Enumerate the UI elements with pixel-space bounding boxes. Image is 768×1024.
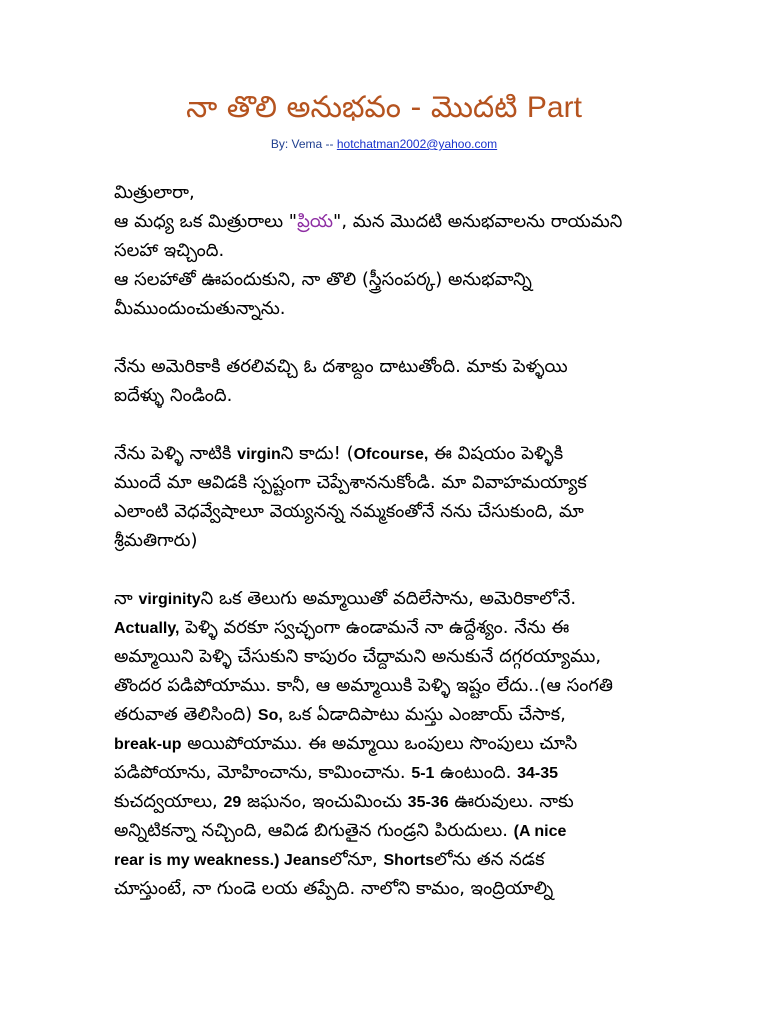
- byline: [0, 136, 768, 152]
- text-line: సలహా ఇచ్చింది.: [114, 240, 225, 261]
- text-line: మిత్రులారా,: [114, 182, 195, 203]
- text-span: తరువాత తెలిసింది): [114, 704, 258, 725]
- text-span: ఊరువులు. నాకు: [448, 791, 574, 812]
- text-span: ఒక ఏడాదిపాటు మస్తు ఎంజాయ్ చేసాక,: [282, 704, 566, 725]
- text-line: [114, 584, 674, 613]
- document-body: [114, 178, 674, 903]
- text-line: శ్రీమతిగారు): [114, 530, 198, 551]
- text-line: ముందే మా ఆవిడకి స్పష్టంగా చెప్పేశాననుకోండి. మా వివాహమయ్యాక: [114, 472, 587, 493]
- english-word: virginity: [138, 591, 201, 608]
- text-span: ఉంటుంది.: [434, 762, 518, 783]
- english-word: So,: [257, 707, 283, 724]
- english-number: 29: [223, 794, 242, 811]
- text-line: ఎలాంటి వెధవ్వేషాలూ వెయ్యనన్న నమ్మకంతోనే నను చేసుకుంది, మా: [114, 501, 584, 522]
- english-number: 34-35: [517, 765, 558, 782]
- text-line: [114, 613, 674, 642]
- page-title: [0, 86, 768, 130]
- text-line: [114, 845, 674, 874]
- english-word: break-up: [114, 736, 182, 753]
- text-line: అమ్మాయిని పెళ్ళి చేసుకుని కాపురం చేద్దామని అనుకునే దగ్గరయ్యాము,: [114, 646, 602, 667]
- english-word: Shorts: [383, 852, 435, 869]
- english-number: 35-36: [407, 794, 449, 811]
- english-phrase: rear is my weakness.) Jeans: [114, 852, 330, 869]
- text-span: లోను తన నడక: [434, 849, 545, 870]
- text-line: [114, 207, 674, 236]
- english-number: 5-1: [411, 765, 435, 782]
- text-line: [114, 758, 674, 787]
- text-span: ని కాదు! (: [280, 443, 354, 464]
- english-phrase: (A nice: [513, 823, 567, 840]
- text-line: మీముందుంచుతున్నాను.: [114, 298, 286, 319]
- text-span: జఘనం, ఇంచుమించు: [241, 791, 408, 812]
- author-email-link[interactable]: hotchatman2002@yahoo.com: [336, 137, 498, 151]
- text-line: [114, 439, 674, 468]
- paragraph-gap: [114, 323, 674, 352]
- text-line: [114, 787, 674, 816]
- text-span: ని ఒక తెలుగు అమ్మాయితో వదిలేసాను, అమెరికాలోనే.: [200, 588, 577, 609]
- paragraph-gap: [114, 555, 674, 584]
- text-line: నేను అమెరికాకి తరలివచ్చి ఓ దశాబ్దం దాటుతోంది. మాకు పెళ్ళయి: [114, 356, 568, 377]
- text-line: ఆ సలహాతో ఊపందుకుని, నా తొలి (స్త్రీసంపర్క) అనుభవాన్ని: [114, 269, 532, 290]
- text-span: ", మన మొదటి అనుభవాలను రాయమని: [333, 211, 623, 232]
- text-span: అన్నిటికన్నా నచ్చింది, ఆవిడ బిగుతైన గుండ్రని పిరుదులు.: [114, 820, 514, 841]
- text-line: [114, 816, 674, 845]
- text-span: నా: [114, 588, 139, 609]
- english-word: virgin: [237, 446, 281, 463]
- text-line: ఐదేళ్ళు నిండింది.: [114, 385, 233, 406]
- title-telugu: నా తొలి అనుభవం - మొదటి: [186, 90, 527, 125]
- text-line: చూస్తుంటే, నా గుండె లయ తప్పేది. నాలోని కామం, ఇంద్రియాల్ని: [114, 878, 554, 899]
- text-span: లోనూ,: [329, 849, 384, 870]
- english-word: Actually,: [114, 620, 180, 637]
- text-span: నేను పెళ్ళి నాటికి: [114, 443, 238, 464]
- title-part: Part: [526, 91, 582, 124]
- text-span: కుచద్వయాలు,: [114, 791, 224, 812]
- byline-prefix: By: Vema --: [270, 137, 337, 151]
- text-line: [114, 700, 674, 729]
- text-span: ఈ విషయం పెళ్ళికి: [428, 443, 564, 464]
- text-span: పెళ్ళి వరకూ స్వచ్ఛంగా ఉండామనే నా ఉద్దేశ్యం. నేను ఈ: [179, 617, 570, 638]
- text-line: తొందర పడిపోయాము. కానీ, ఆ అమ్మాయికి పెళ్ళి ఇష్టం లేదు..(ఆ సంగతి: [114, 675, 613, 696]
- english-word: Ofcourse,: [353, 446, 429, 463]
- text-line: [114, 729, 674, 758]
- text-span: పడిపోయాను, మోహించాను, కామించాను.: [114, 762, 412, 783]
- text-span: ఆ మధ్య ఒక మిత్రురాలు ": [114, 211, 298, 232]
- text-span: అయిపోయాము. ఈ అమ్మాయి ఒంపులు సొంపులు చూసి: [181, 733, 578, 754]
- highlighted-name: ప్రియ: [297, 211, 334, 232]
- paragraph-gap: [114, 410, 674, 439]
